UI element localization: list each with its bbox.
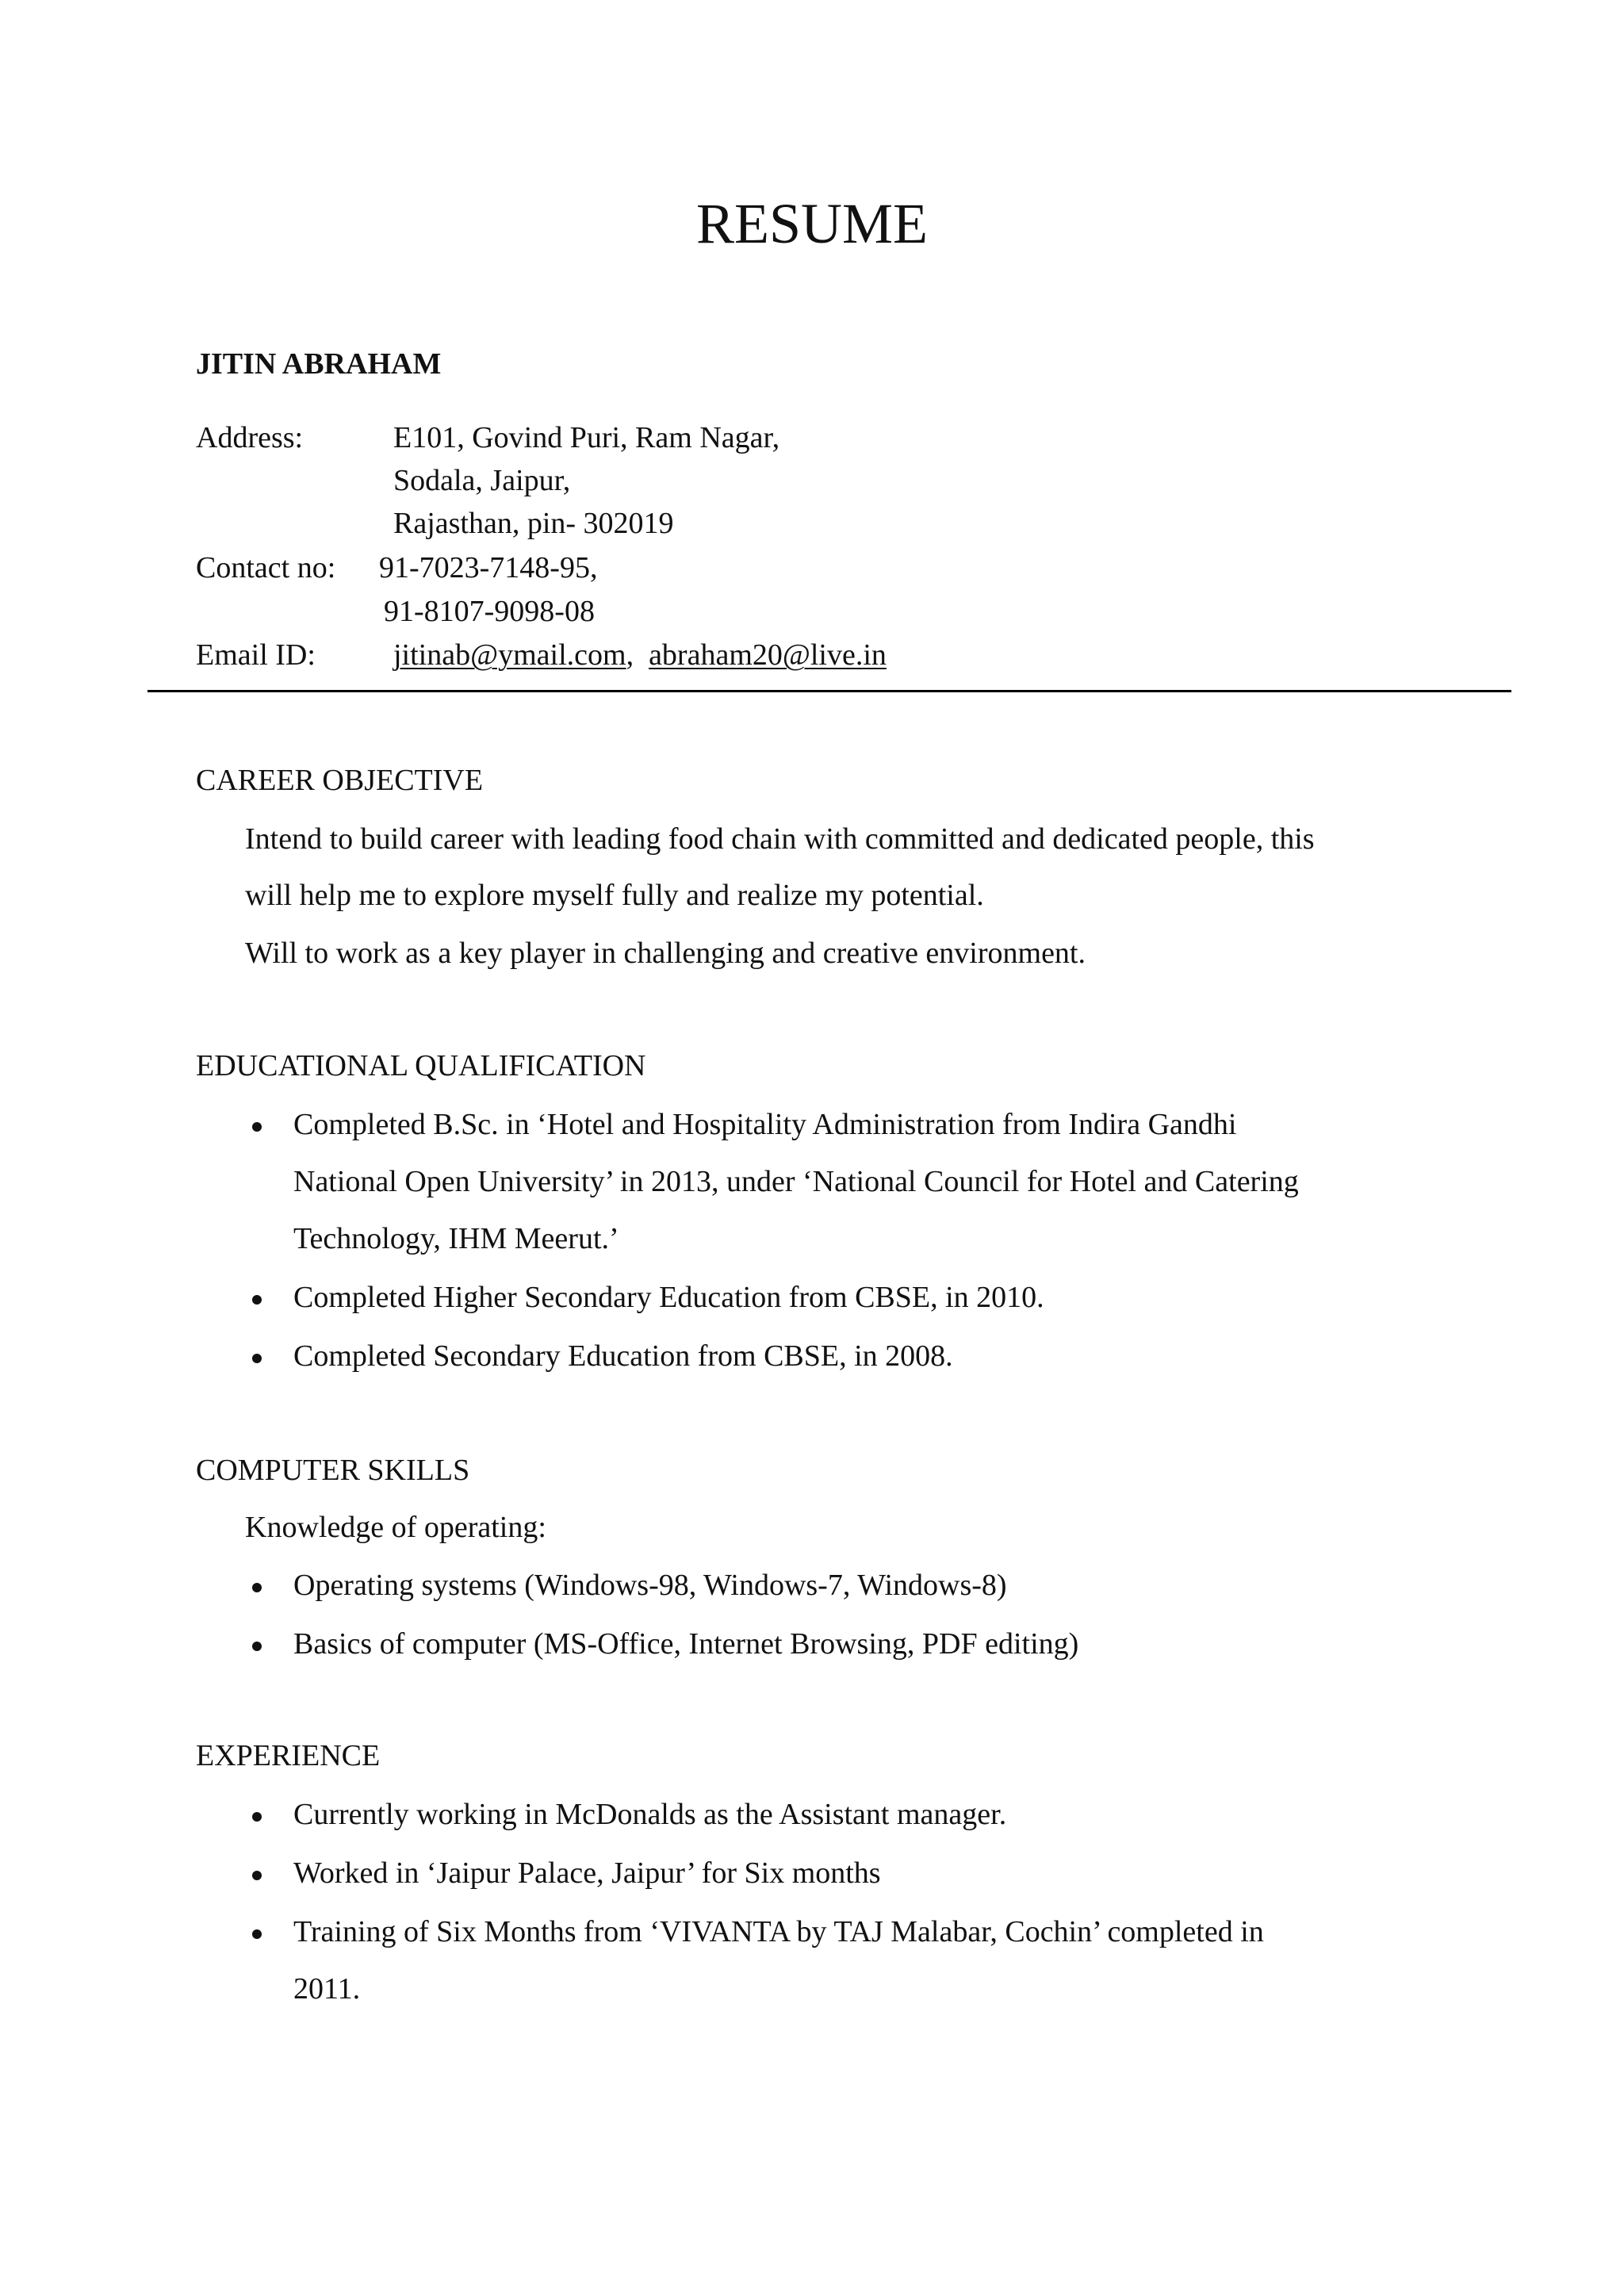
bullet-icon xyxy=(252,1871,262,1880)
objective-line: Will to work as a key player in challenging and creative environment. xyxy=(245,937,1086,970)
header-divider xyxy=(147,690,1511,692)
candidate-name: JITIN ABRAHAM xyxy=(196,347,442,381)
email-label: Email ID: xyxy=(196,638,316,672)
skill-item: Basics of computer (MS-Office, Internet Browsing, PDF editing) xyxy=(293,1627,1079,1661)
contact-number: 91-8107-9098-08 xyxy=(384,595,595,628)
section-heading-computer-skills: COMPUTER SKILLS xyxy=(196,1454,470,1487)
email-separator: , xyxy=(626,638,634,672)
email-link-secondary[interactable]: abraham20@live.in xyxy=(649,638,887,672)
bullet-icon xyxy=(252,1354,262,1363)
email-addresses xyxy=(393,638,887,672)
section-heading-career-objective: CAREER OBJECTIVE xyxy=(196,764,484,797)
section-heading-education: EDUCATIONAL QUALIFICATION xyxy=(196,1049,646,1082)
bullet-icon xyxy=(252,1295,262,1305)
objective-line: Intend to build career with leading food chain with committed and dedicated people, this xyxy=(245,822,1315,856)
education-item-line: Completed Secondary Education from CBSE, in 2008. xyxy=(293,1339,953,1373)
experience-item: Worked in ‘Jaipur Palace, Jaipur’ for Six months xyxy=(293,1856,881,1890)
education-item-line: National Open University’ in 2013, under ‘National Council for Hotel and Catering xyxy=(293,1165,1299,1198)
address-line: Sodala, Jaipur, xyxy=(393,464,571,497)
experience-item: Currently working in McDonalds as the Assistant manager. xyxy=(293,1798,1007,1831)
bullet-icon xyxy=(252,1122,262,1132)
bullet-icon xyxy=(252,1583,262,1592)
objective-line: will help me to explore myself fully and realize my potential. xyxy=(245,879,984,912)
education-item-line: Completed B.Sc. in ‘Hotel and Hospitality Administration from Indira Gandhi xyxy=(293,1108,1237,1141)
education-item-line: Technology, IHM Meerut.’ xyxy=(293,1222,619,1255)
section-heading-experience: EXPERIENCE xyxy=(196,1739,381,1772)
education-item-line: Completed Higher Secondary Education from CBSE, in 2010. xyxy=(293,1281,1044,1314)
bullet-icon xyxy=(252,1812,262,1822)
bullet-icon xyxy=(252,1642,262,1651)
experience-item: 2011. xyxy=(293,1972,361,2006)
experience-item: Training of Six Months from ‘VIVANTA by TAJ Malabar, Cochin’ completed in xyxy=(293,1915,1264,1948)
document-title: RESUME xyxy=(695,192,929,255)
contact-number: 91-7023-7148-95, xyxy=(379,551,598,584)
email-link-primary[interactable]: jitinab@ymail.com xyxy=(393,638,626,672)
bullet-icon xyxy=(252,1929,262,1939)
skills-intro: Knowledge of operating: xyxy=(245,1511,546,1544)
address-line: Rajasthan, pin- 302019 xyxy=(393,507,674,540)
contact-label: Contact no: xyxy=(196,551,336,584)
address-line: E101, Govind Puri, Ram Nagar, xyxy=(393,421,780,454)
address-label: Address: xyxy=(196,421,304,454)
skill-item: Operating systems (Windows-98, Windows-7, Windows-8) xyxy=(293,1569,1007,1602)
